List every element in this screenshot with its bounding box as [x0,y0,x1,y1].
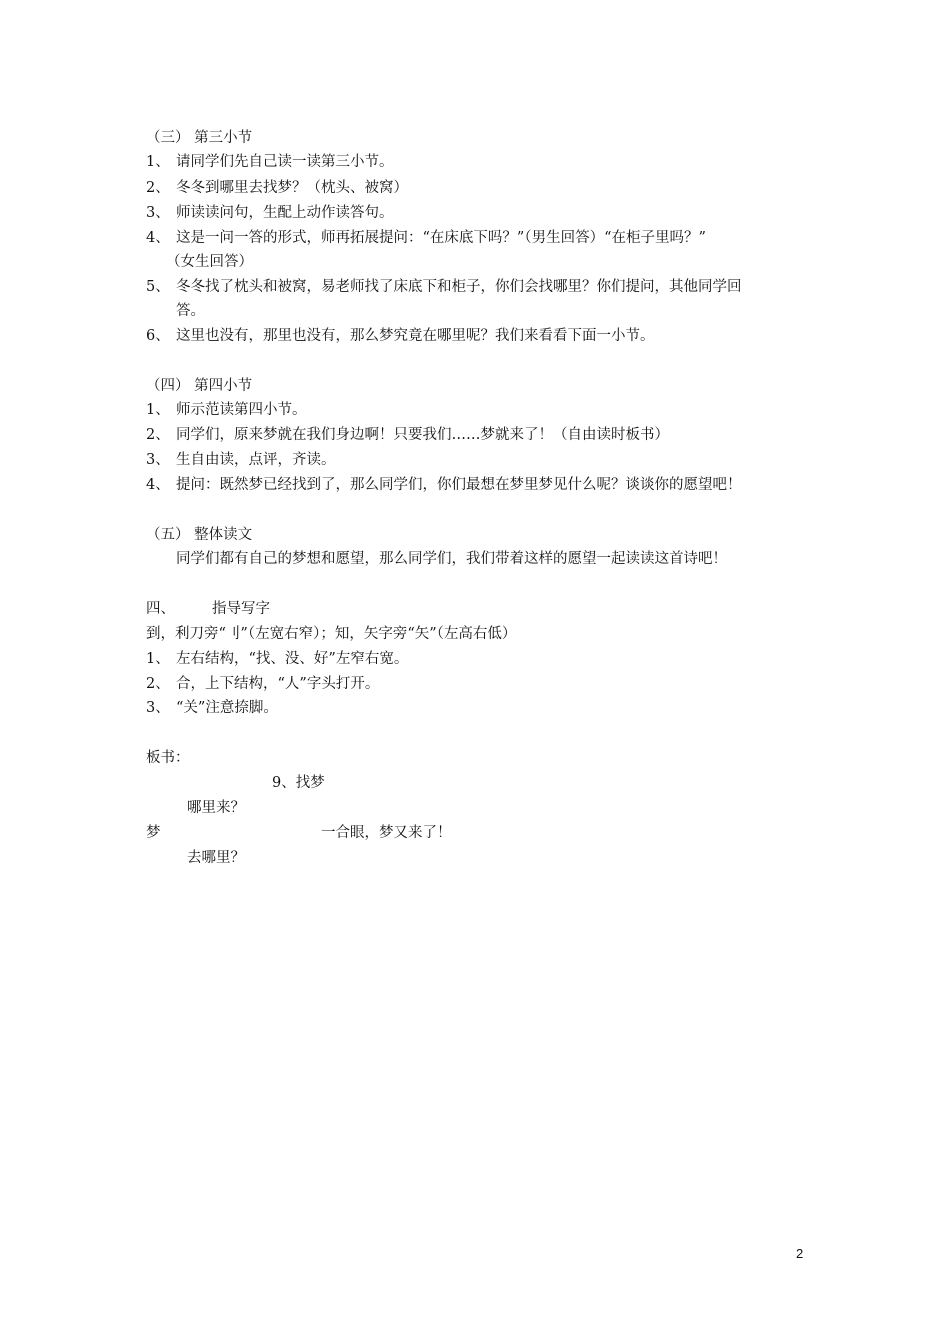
paragraph: 到，利刀旁“刂”（左宽右窄）；知，矢字旁“矢”（左高右低） [146,626,517,642]
paragraph: 同学们都有自己的梦想和愿望，那么同学们，我们带着这样的愿望一起读读这首诗吧！ [176,551,727,567]
list-item: 3、 师读读问句，生配上动作读答句。 [146,205,394,221]
list-item: 2、 同学们，原来梦就在我们身边啊！只要我们……梦就来了！（自由读时板书） [146,427,669,443]
list-item: 3、 “关”注意捺脚。 [146,700,278,716]
section-3-heading: （三） 第三小节 [146,130,253,146]
section-4-heading: （四） 第四小节 [146,378,253,394]
section-5-heading: （五） 整体读文 [146,527,253,543]
list-item: 5、 冬冬找了枕头和被窝，易老师找了床底下和柜子，你们会找哪里？你们提问，其他同学回 [146,279,742,295]
list-item: 3、 生自由读，点评，齐读。 [146,452,336,468]
board-question-2: 去哪里？ [187,850,245,866]
board-title: 9、找梦 [272,775,325,791]
list-item: 4、 这是一问一答的形式，师再拓展提问：“在床底下吗？”（男生回答）“在柜子里吗？” [146,230,706,246]
board-answer: 一合眼，梦又来了！ [321,825,452,841]
section-writing-heading: 四、 指导写字 [146,601,270,617]
list-item: 1、 左右结构，“找、没、好”左窄右宽。 [146,651,409,667]
list-item: 2、 冬冬到哪里去找梦？（枕头、被窝） [146,180,408,196]
board-question-1: 哪里来？ [187,800,245,816]
list-item: 6、 这里也没有，那里也没有，那么梦究竟在哪里呢？我们来看看下面一小节。 [146,328,655,344]
board-label: 板书： [146,750,190,766]
list-item: 1、 师示范读第四小节。 [146,402,307,418]
list-item-continuation: 答。 [176,303,205,319]
list-item: 2、 合，上下结构，“人”字头打开。 [146,676,380,692]
page-number: 2 [796,1246,804,1261]
list-item: 1、 请同学们先自己读一读第三小节。 [146,154,394,170]
board-center: 梦 [146,825,161,841]
list-item-continuation: （女生回答） [166,254,253,270]
list-item: 4、 提问：既然梦已经找到了，那么同学们，你们最想在梦里梦见什么呢？谈谈你的愿望吧！ [146,477,742,493]
